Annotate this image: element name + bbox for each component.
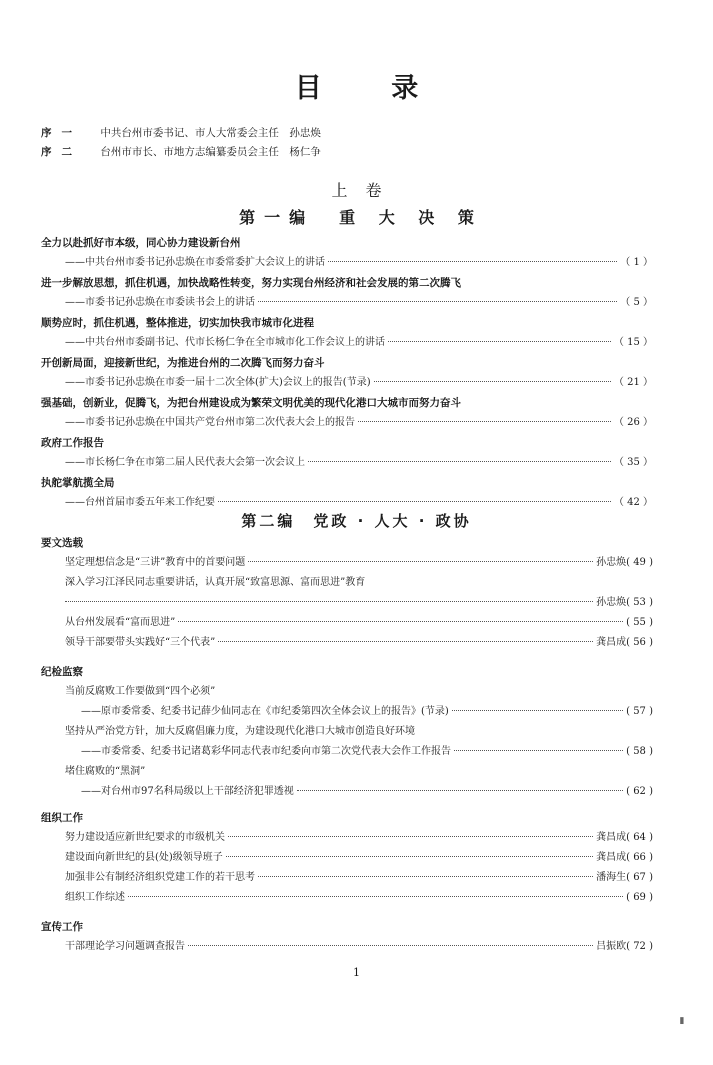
toc-entry[interactable] bbox=[41, 888, 653, 908]
dot-leader bbox=[128, 895, 623, 897]
page-number: （ 5 ） bbox=[620, 297, 653, 308]
dot-leader bbox=[308, 460, 611, 462]
entry-text: ——中共台州市委书记孙忠焕在市委常委扩大会议上的讲话 bbox=[65, 257, 325, 268]
toc-section[interactable] bbox=[41, 473, 653, 513]
entry-text: ——中共台州市委副书记、代市长杨仁争在全市城市化工作会议上的讲话 bbox=[65, 337, 385, 348]
entry-text[interactable]: 坚持从严治党方针，加大反腐倡廉力度，为建设现代化港口大城市创造良好环境 bbox=[65, 726, 415, 737]
entry-text[interactable]: 堵住腐败的“黑洞” bbox=[65, 766, 146, 777]
toc-entry[interactable] bbox=[41, 453, 653, 473]
dot-leader bbox=[358, 420, 611, 422]
scan-edge-mark: ▮ bbox=[677, 1016, 687, 1026]
toc-entry[interactable] bbox=[41, 373, 653, 393]
section-heading: 顺势应时，抓住机遇，整体推进，切实加快我市城市化进程 bbox=[41, 317, 314, 329]
section-heading: 政府工作报告 bbox=[41, 437, 104, 449]
dot-leader bbox=[65, 600, 593, 602]
dot-leader bbox=[452, 709, 623, 711]
dot-leader bbox=[297, 789, 623, 791]
dot-leader bbox=[258, 875, 593, 877]
dot-leader bbox=[454, 749, 623, 751]
footer-page-number: 1 bbox=[353, 966, 360, 979]
page-number: ( 58 ) bbox=[626, 746, 653, 757]
toc-section[interactable] bbox=[41, 313, 653, 353]
entry-text: 干部理论学习问题调查报告 bbox=[65, 941, 185, 952]
section-heading: 宣传工作 bbox=[41, 921, 83, 933]
preface-list bbox=[41, 124, 661, 162]
toc-entry[interactable] bbox=[41, 742, 653, 762]
entry-text: ——市委书记孙忠焕在中国共产党台州市第二次代表大会上的报告 bbox=[65, 417, 355, 428]
entry-text: 坚定理想信念是“三讲”教育中的首要问题 bbox=[65, 557, 246, 568]
section-heading: 进一步解放思想，抓住机遇，加快战略性转变，努力实现台州经济和社会发展的第二次腾飞 bbox=[41, 277, 461, 289]
toc-section[interactable] bbox=[41, 273, 653, 313]
dot-leader bbox=[388, 340, 611, 342]
xuanchuan-section bbox=[41, 917, 653, 957]
dot-leader bbox=[218, 500, 611, 502]
entry-author: 龚昌成 bbox=[596, 852, 627, 863]
entry-author: 龚昌成 bbox=[596, 637, 627, 648]
section-heading: 纪检监察 bbox=[41, 666, 83, 678]
entry-text: 建设面向新世纪的县(处)级领导班子 bbox=[65, 852, 223, 863]
section-heading: 要文选载 bbox=[41, 537, 83, 549]
page-number: ( 72 ) bbox=[626, 941, 653, 952]
toc-entry[interactable] bbox=[41, 293, 653, 313]
dot-leader bbox=[228, 835, 593, 837]
part-one-sections bbox=[41, 233, 653, 513]
entry-text[interactable]: 深入学习江泽民同志重要讲话，认真开展“致富思源、富而思进”教育 bbox=[65, 577, 366, 588]
preface-item[interactable] bbox=[41, 143, 661, 162]
toc-entry[interactable] bbox=[41, 413, 653, 433]
dot-leader bbox=[374, 380, 611, 382]
page-number: （ 15 ） bbox=[613, 337, 653, 348]
page-number: ( 66 ) bbox=[626, 852, 653, 863]
toc-entry[interactable] bbox=[41, 937, 653, 957]
dot-leader bbox=[328, 260, 617, 262]
entry-author: 孙忠焕 bbox=[596, 597, 627, 608]
dot-leader bbox=[188, 944, 593, 946]
page-number: ( 67 ) bbox=[626, 872, 653, 883]
toc-entry[interactable] bbox=[41, 553, 653, 573]
zuzhi-section bbox=[41, 808, 653, 908]
toc-section[interactable] bbox=[41, 433, 653, 473]
page-number: （ 21 ） bbox=[613, 377, 653, 388]
page-number: ( 56 ) bbox=[626, 637, 653, 648]
page-number: ( 55 ) bbox=[626, 617, 653, 628]
toc-entry[interactable] bbox=[41, 593, 653, 613]
preface-author: 台州市市长、市地方志编纂委员会主任 杨仁争 bbox=[100, 146, 321, 158]
toc-section[interactable] bbox=[41, 393, 653, 433]
toc-entry[interactable] bbox=[41, 848, 653, 868]
entry-text: 从台州发展看“富而思进” bbox=[65, 617, 176, 628]
page-number: ( 53 ) bbox=[626, 597, 653, 608]
page-number: （ 1 ） bbox=[620, 257, 653, 268]
dot-leader bbox=[258, 300, 617, 302]
page-number: （ 26 ） bbox=[613, 417, 653, 428]
dot-leader bbox=[248, 560, 593, 562]
entry-text: 组织工作综述 bbox=[65, 892, 125, 903]
dot-leader bbox=[178, 620, 623, 622]
entry-author: 孙忠焕 bbox=[596, 557, 627, 568]
page-title: 目 录 bbox=[294, 73, 449, 104]
volume-title: 上卷 bbox=[331, 181, 400, 200]
jijian-section bbox=[41, 662, 653, 802]
preface-item[interactable] bbox=[41, 124, 661, 143]
toc-entry[interactable] bbox=[41, 702, 653, 722]
section-heading: 执舵掌航揽全局 bbox=[41, 477, 115, 489]
entry-text[interactable]: 当前反腐败工作要做到“四个必须” bbox=[65, 686, 216, 697]
section-heading: 强基础，创新业，促腾飞，为把台州建设成为繁荣文明优美的现代化港口大城市而努力奋斗 bbox=[41, 397, 461, 409]
page-number: （ 42 ） bbox=[613, 497, 653, 508]
entry-author: 龚昌成 bbox=[596, 832, 627, 843]
section-heading: 开创新局面，迎接新世纪，为推进台州的二次腾飞而努力奋斗 bbox=[41, 357, 325, 369]
page-number: ( 49 ) bbox=[626, 557, 653, 568]
yaowen-section bbox=[41, 533, 653, 653]
dot-leader bbox=[226, 855, 593, 857]
page-number: （ 35 ） bbox=[613, 457, 653, 468]
entry-text: ——原市委常委、纪委书记薛少仙同志在《市纪委第四次全体会议上的报告》(节录) bbox=[81, 706, 449, 717]
section-heading: 全力以赴抓好市本级，同心协力建设新台州 bbox=[41, 237, 241, 249]
entry-author: 潘海生 bbox=[596, 872, 627, 883]
toc-section[interactable] bbox=[41, 353, 653, 393]
entry-text: ——市长杨仁争在市第二届人民代表大会第一次会议上 bbox=[65, 457, 305, 468]
preface-author: 中共台州市委书记、市人大常委会主任 孙忠焕 bbox=[100, 127, 321, 139]
toc-entry[interactable] bbox=[41, 253, 653, 273]
toc-entry[interactable] bbox=[41, 633, 653, 653]
entry-text: 加强非公有制经济组织党建工作的若干思考 bbox=[65, 872, 255, 883]
preface-label: 序二 bbox=[41, 146, 82, 158]
entry-text: ——市委书记孙忠焕在市委读书会上的讲话 bbox=[65, 297, 255, 308]
page-number: ( 62 ) bbox=[626, 786, 653, 797]
toc-entry[interactable] bbox=[41, 333, 653, 353]
entry-text: 领导干部要带头实践好“三个代表” bbox=[65, 637, 216, 648]
entry-text: ——台州首届市委五年来工作纪要 bbox=[65, 497, 215, 508]
toc-entry[interactable] bbox=[41, 868, 653, 888]
entry-text: ——对台州市97名科局级以上干部经济犯罪透视 bbox=[81, 786, 294, 797]
toc-entry[interactable] bbox=[41, 613, 653, 633]
page-number: ( 69 ) bbox=[626, 892, 653, 903]
entry-text: ——市委常委、纪委书记诸葛彩华同志代表市纪委向市第二次党代表大会作工作报告 bbox=[81, 746, 451, 757]
toc-section[interactable] bbox=[41, 233, 653, 273]
page-number: ( 57 ) bbox=[626, 706, 653, 717]
page-number: ( 64 ) bbox=[626, 832, 653, 843]
preface-label: 序一 bbox=[41, 127, 82, 139]
toc-entry[interactable] bbox=[41, 828, 653, 848]
entry-text: 努力建设适应新世纪要求的市级机关 bbox=[65, 832, 225, 843]
section-heading: 组织工作 bbox=[41, 812, 83, 824]
dot-leader bbox=[218, 640, 593, 642]
part-two-title: 第二编 党政 · 人大 · 政协 bbox=[241, 512, 472, 530]
part-one-title: 第一编 重 大 决 策 bbox=[239, 208, 483, 227]
entry-text: ——市委书记孙忠焕在市委一届十二次全体(扩大)会议上的报告(节录) bbox=[65, 377, 371, 388]
entry-author: 吕振欧 bbox=[596, 941, 627, 952]
toc-entry[interactable] bbox=[41, 782, 653, 802]
